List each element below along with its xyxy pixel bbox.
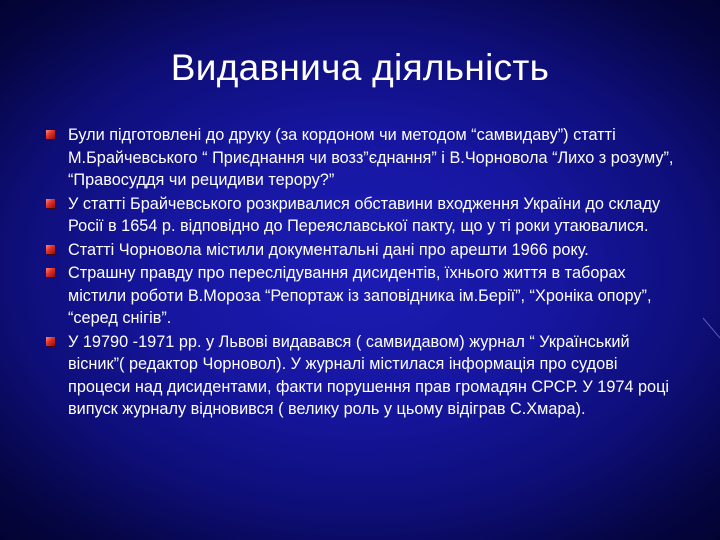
- bullet-text: Були підготовлені до друку (за кордоном чи методом “самвидаву”) статті М.Брайчевського “ Приєднання чи возз”єднання” і В.Чорновола “Лихо з розуму”, “Правосуддя чи рецидиви терору?”: [68, 126, 674, 189]
- bullet-text: У статті Брайчевського розкривалися обставини входження України до складу Росії в 1654 р. відповідно до Переяславської пакту, що у ті роки утаювалися.: [68, 194, 661, 235]
- square-bullet-icon: [46, 199, 55, 208]
- square-bullet-icon: [46, 337, 55, 346]
- square-bullet-icon: [46, 130, 55, 139]
- square-bullet-icon: [46, 268, 55, 277]
- bullet-item: [46, 262, 682, 330]
- bullet-text: Страшну правду про переслідування дисидентів, їхнього життя в таборах містили роботи В.Мороза “Репортаж із заповідника ім.Берії”, “Хроніка опору”, “серед снігів”.: [68, 264, 652, 327]
- square-bullet-icon: [46, 245, 55, 254]
- slide-title: Видавнича діяльність: [170, 47, 550, 88]
- bullet-list: [46, 124, 682, 422]
- bullet-item: [46, 193, 682, 238]
- bullet-text: Статті Чорновола містили документальні дані про арешти 1966 року.: [68, 240, 589, 259]
- bullet-text: У 19790 -1971 рр. у Львові видавався ( самвидавом) журнал “ Український вісник”( редактор Чорновол). У журналі містилася інформація про судові процеси над дисидентами, факти порушення прав громадян СРСР. У 1974 році випуск журналу відновився ( велику роль у цьому відіграв С.Хмара).: [68, 332, 670, 418]
- bullet-item: [46, 239, 682, 262]
- bullet-item: [46, 124, 682, 192]
- bullet-item: [46, 331, 682, 421]
